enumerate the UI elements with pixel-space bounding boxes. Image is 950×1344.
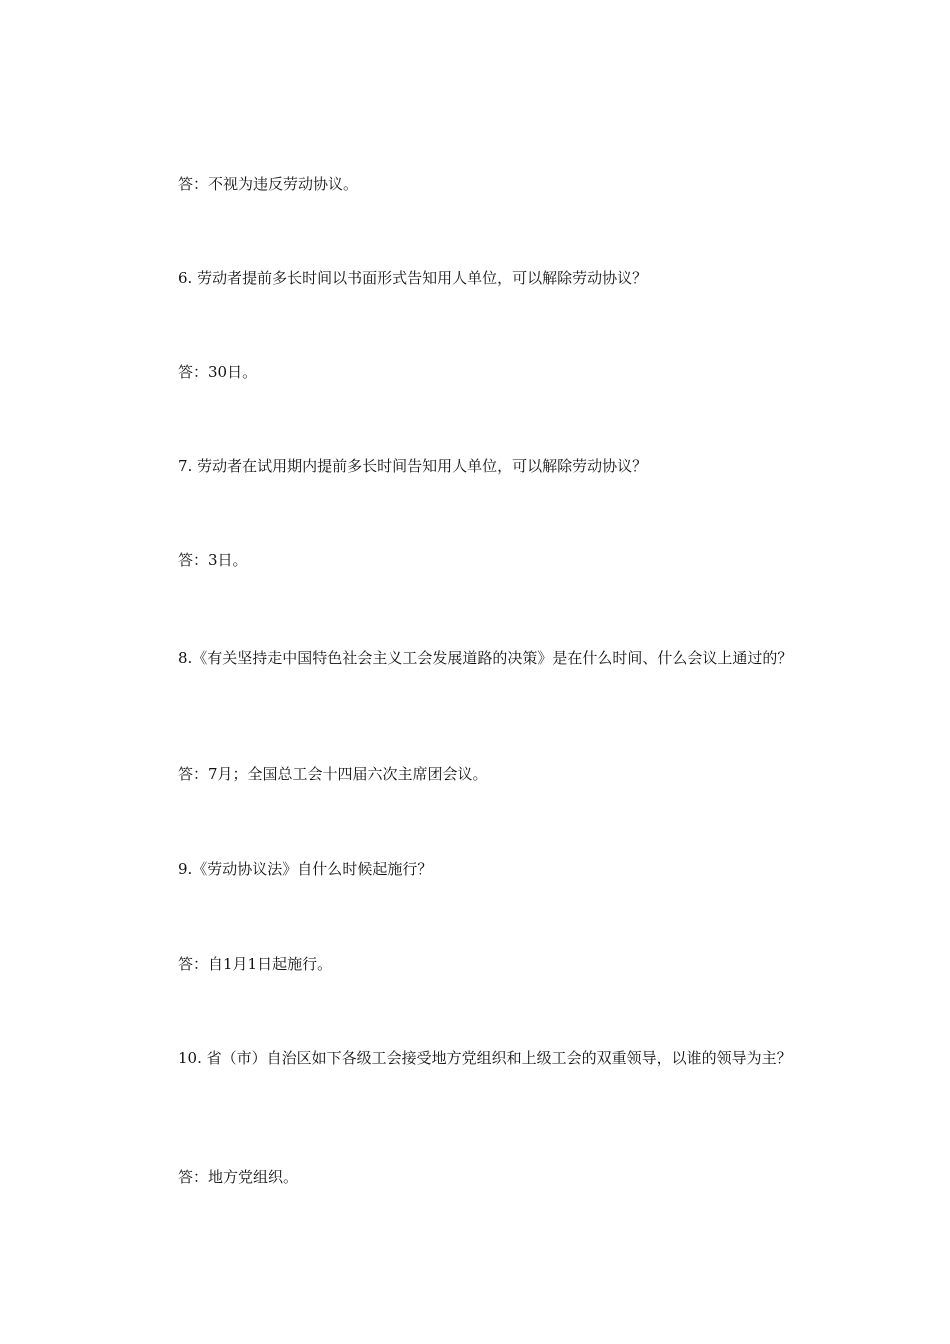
answer-paragraph: 答：7月；全国总工会十四届六次主席团会议。 xyxy=(178,765,488,783)
question-paragraph: 8.《有关坚持走中国特色社会主义工会发展道路的决策》是在什么时间、什么会议上通过的？ xyxy=(178,649,793,667)
answer-paragraph: 答：自1月1日起施行。 xyxy=(178,955,333,973)
answer-paragraph: 答：不视为违反劳动协议。 xyxy=(178,175,359,193)
question-paragraph: 9.《劳动协议法》自什么时候起施行？ xyxy=(178,860,433,878)
question-paragraph: 6. 劳动者提前多长时间以书面形式告知用人单位，可以解除劳动协议？ xyxy=(178,269,648,287)
answer-paragraph: 答：地方党组织。 xyxy=(178,1168,299,1186)
answer-paragraph: 答：30日。 xyxy=(178,363,258,381)
question-paragraph: 10. 省（市）自治区如下各级工会接受地方党组织和上级工会的双重领导，以谁的领导为主？ xyxy=(178,1049,792,1067)
question-paragraph: 7. 劳动者在试用期内提前多长时间告知用人单位，可以解除劳动协议？ xyxy=(178,457,648,475)
answer-paragraph: 答：3日。 xyxy=(178,551,248,569)
